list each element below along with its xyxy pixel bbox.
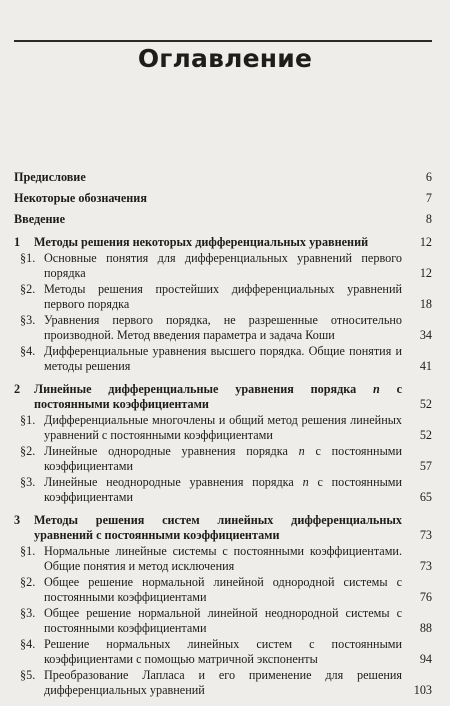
table-of-contents (14, 170, 432, 698)
section-title: Преобразование Лапласа и его применение для решения дифференциальных уравнений (44, 668, 402, 697)
math-variable-n: n (373, 382, 380, 396)
section-title (44, 444, 406, 474)
section-number: §4. (20, 344, 36, 358)
toc-section[interactable] (14, 251, 432, 281)
toc-front-item[interactable] (14, 170, 432, 185)
toc-front-item[interactable] (14, 212, 432, 227)
section-title: Нормальные линейные системы с постоянными коэффициентами. Общие понятия и метод исключения (44, 544, 402, 573)
chapter-page: 52 (419, 397, 432, 411)
section-title: Дифференциальные уравнения высшего порядка. Общие понятия и методы решения (44, 344, 402, 373)
section-number: §3. (20, 313, 36, 327)
section-number: §4. (20, 637, 36, 651)
toc-chapter[interactable] (14, 382, 432, 412)
section-number: §1. (20, 413, 36, 427)
section-number: §3. (20, 606, 36, 620)
chapter-title-part: Линейные дифференциальные уравнения порядка (34, 382, 357, 396)
section-page: 76 (419, 590, 432, 604)
chapter-number: 3 (14, 513, 21, 527)
page-title: Оглавление (137, 44, 313, 73)
section-page: 73 (419, 559, 432, 573)
chapter-page: 12 (419, 235, 432, 249)
chapter-number: 2 (14, 382, 21, 396)
math-variable-n: n (298, 444, 305, 458)
section-page: 12 (419, 266, 432, 280)
section-title: Дифференциальные многочлены и общий метод решения линейных уравнений с постоянными коэффициентами (44, 413, 402, 442)
toc-section[interactable] (14, 282, 432, 312)
section-title-part: с постоянными коэффициентами (44, 444, 403, 473)
section-title-part: Линейные неоднородные уравнения порядка (44, 475, 294, 489)
toc-section[interactable] (14, 544, 432, 574)
toc-item-title: Некоторые обозначения (14, 191, 147, 205)
math-variable-n: n (302, 475, 309, 489)
section-number: §2. (20, 444, 36, 458)
toc-item-page: 7 (425, 191, 432, 205)
toc-item-title: Предисловие (14, 170, 86, 184)
toc-chapter[interactable] (14, 235, 432, 250)
section-title: Общее решение нормальной линейной однородной системы с постоянными коэффициентами (44, 575, 402, 604)
chapter-page: 73 (419, 528, 432, 542)
toc-section[interactable] (14, 344, 432, 374)
toc-item-page: 8 (425, 212, 432, 226)
section-page: 57 (419, 459, 432, 473)
section-page: 94 (419, 652, 432, 666)
section-number: §3. (20, 475, 36, 489)
section-page: 103 (413, 683, 432, 697)
chapter-title: Методы решения некоторых дифференциальных уравнений (34, 235, 369, 249)
section-page: 52 (419, 428, 432, 442)
toc-item-page: 6 (425, 170, 432, 184)
section-number: §1. (20, 544, 36, 558)
section-page: 41 (419, 359, 432, 373)
chapter-title: Методы решения систем линейных дифференциальных уравнений с постоянными коэффициентами (34, 513, 402, 542)
toc-section[interactable] (14, 606, 432, 636)
toc-chapter[interactable] (14, 513, 432, 543)
section-page: 65 (419, 490, 432, 504)
toc-section[interactable] (14, 475, 432, 505)
section-page: 34 (419, 328, 432, 342)
section-number: §1. (20, 251, 36, 265)
section-page: 18 (419, 297, 432, 311)
chapter-title-part: с постоянными коэффициентами (34, 382, 403, 411)
chapter-title (34, 382, 406, 412)
toc-item-title: Введение (14, 212, 65, 226)
section-title-part: Линейные однородные уравнения порядка (44, 444, 288, 458)
toc-section[interactable] (14, 413, 432, 443)
section-title: Решение нормальных линейных систем с постоянными коэффициентами с помощью матричной экспоненты (44, 637, 402, 666)
toc-front-item[interactable] (14, 191, 432, 206)
section-title: Основные понятия для дифференциальных уравнений первого порядка (44, 251, 402, 280)
section-number: §2. (20, 282, 36, 296)
section-title: Уравнения первого порядка, не разрешенные относительно производной. Метод введения параметра и задача Коши (44, 313, 402, 342)
toc-section[interactable] (14, 313, 432, 343)
section-title-part: с постоянными коэффициентами (44, 475, 403, 504)
toc-section[interactable] (14, 668, 432, 698)
toc-section[interactable] (14, 637, 432, 667)
chapter-number: 1 (14, 235, 21, 249)
toc-section[interactable] (14, 575, 432, 605)
section-title (44, 475, 406, 505)
section-page: 88 (419, 621, 432, 635)
header-rule (14, 40, 432, 42)
section-title: Методы решения простейших дифференциальных уравнений первого порядка (44, 282, 402, 311)
section-title: Общее решение нормальной линейной неоднородной системы с постоянными коэффициентами (44, 606, 402, 635)
section-number: §5. (20, 668, 36, 682)
section-number: §2. (20, 575, 36, 589)
toc-section[interactable] (14, 444, 432, 474)
